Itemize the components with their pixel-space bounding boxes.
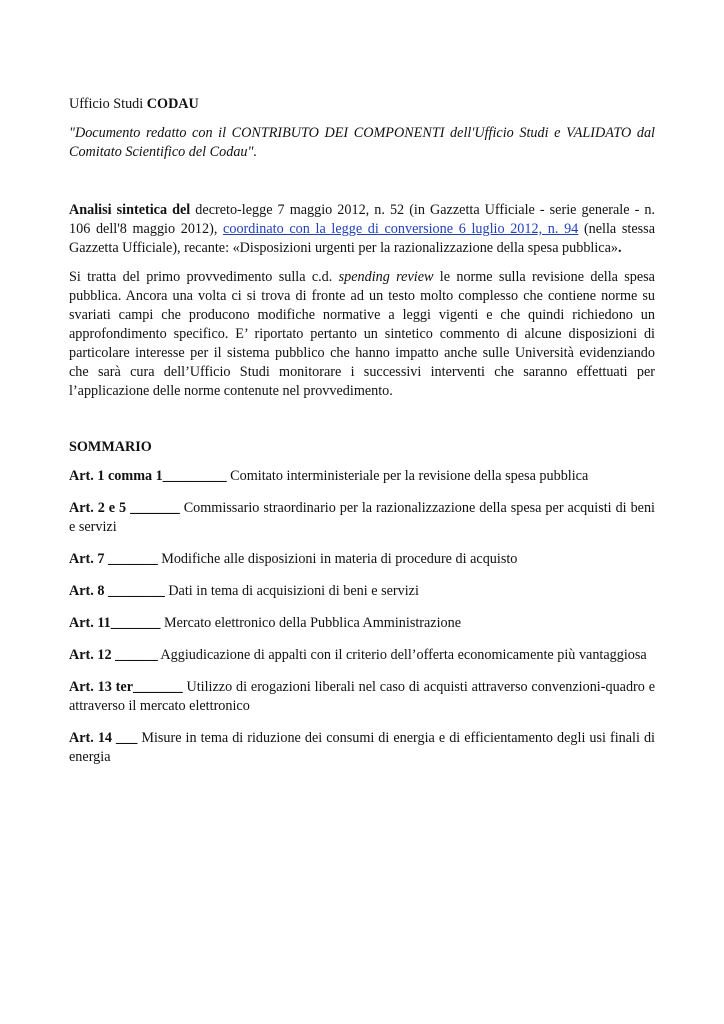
summary-item-rule: _________ <box>162 468 227 484</box>
summary-item-art-7 <box>69 550 655 569</box>
summary-item-rule: _______ <box>133 679 183 695</box>
summary-item-art-2-5 <box>69 499 655 537</box>
analysis-text-after-link: (nella stessa Gazzetta Ufficiale), recante: «Disposizioni urgenti per la razionalizzazione della spesa pubblica» <box>69 221 655 256</box>
summary-item-article: Art. 2 e 5 <box>69 500 131 516</box>
analysis-lead: Analisi sintetica del <box>69 202 191 218</box>
summary-item-article: Art. 7 <box>69 551 109 567</box>
analysis-end: . <box>618 240 622 256</box>
office-heading <box>69 95 655 114</box>
summary-item-art-13-ter <box>69 678 655 716</box>
summary-item-art-8 <box>69 582 655 601</box>
intro-part-1: Si tratta del primo provvedimento sulla c.d. <box>69 269 339 285</box>
summary-item-article: Art. 8 <box>69 583 109 599</box>
summary-item-rule: ______ <box>115 647 158 663</box>
summary-item-rule: _______ <box>110 615 161 631</box>
summary-item-description: Dati in tema di acquisizioni di beni e servizi <box>164 583 419 599</box>
summary-item-art-1 <box>69 467 655 486</box>
summary-item-article: Art. 14 <box>69 730 117 746</box>
summary-item-rule: ___ <box>116 730 138 746</box>
analysis-paragraph <box>69 201 655 258</box>
summary-item-art-14 <box>69 729 655 767</box>
document-quote: "Documento redatto con il CONTRIBUTO DEI COMPONENTI dell'Ufficio Studi e VALIDATO dal Comitato Scientifico del Codau". <box>69 125 655 160</box>
document-body <box>69 95 655 780</box>
summary-item-description: Mercato elettronico della Pubblica Amministrazione <box>160 615 462 631</box>
intro-part-2: le norme sulla revisione della spesa pubblica. Ancora una volta ci si trova di fronte ad un testo molto complesso che contiene norme su svariati campi che producono modifiche normative a leggi vigenti e che quindi richiedono un approfondimento specifico. E’ riportato pertanto un sintetico commento di alcune disposizioni di particolare interesse per il sistema pubblico che hanno impatto anche sulle Università evidenziando che sarà cura dell’Ufficio Studi monitorare i successivi interventi che saranno effettuati per l’applicazione delle norme contenute nel provvedimento. <box>69 269 655 399</box>
summary-item-description: Misure in tema di riduzione dei consumi di energia e di efficientamento degli usi finali di energia <box>69 730 655 765</box>
summary-list <box>69 467 655 767</box>
intro-paragraph <box>69 268 655 401</box>
summary-item-rule: ________ <box>108 583 165 599</box>
summary-item-article: Art. 13 ter <box>69 679 133 695</box>
summary-item-article: Art. 11 <box>69 615 111 631</box>
summary-item-rule: _______ <box>108 551 158 567</box>
summary-item-description: Commissario straordinario per la razionalizzazione della spesa per acquisti di beni e servizi <box>69 500 655 535</box>
summary-item-description: Aggiudicazione di appalti con il criterio dell’offerta economicamente più vantaggiosa <box>157 647 647 663</box>
analysis-text-before-link: decreto-legge 7 maggio 2012, n. 52 (in Gazzetta Ufficiale - serie generale - n. 106 dell'8 maggio 2012), <box>69 202 655 237</box>
summary-item-description: Utilizzo di erogazioni liberali nel caso di acquisti attraverso convenzioni-quadro e attraverso il mercato elettronico <box>69 679 656 714</box>
office-name: CODAU <box>146 96 199 112</box>
conversion-law-link[interactable]: coordinato con la legge di conversione 6 luglio 2012, n. 94 <box>223 221 579 237</box>
summary-item-rule: _______ <box>130 500 180 516</box>
summary-title <box>69 438 655 457</box>
spending-review-term: spending review <box>338 269 434 285</box>
summary-item-description: Modifiche alle disposizioni in materia di procedure di acquisto <box>157 551 518 567</box>
summary-item-article: Art. 12 <box>69 647 116 663</box>
office-prefix: Ufficio Studi <box>69 96 147 112</box>
summary-item-art-12 <box>69 646 655 665</box>
summary-item-description: Comitato interministeriale per la revisione della spesa pubblica <box>226 468 589 484</box>
summary-item-article: Art. 1 comma 1 <box>69 468 163 484</box>
summary-title-text: SOMMARIO <box>69 439 152 455</box>
summary-item-art-11 <box>69 614 655 633</box>
